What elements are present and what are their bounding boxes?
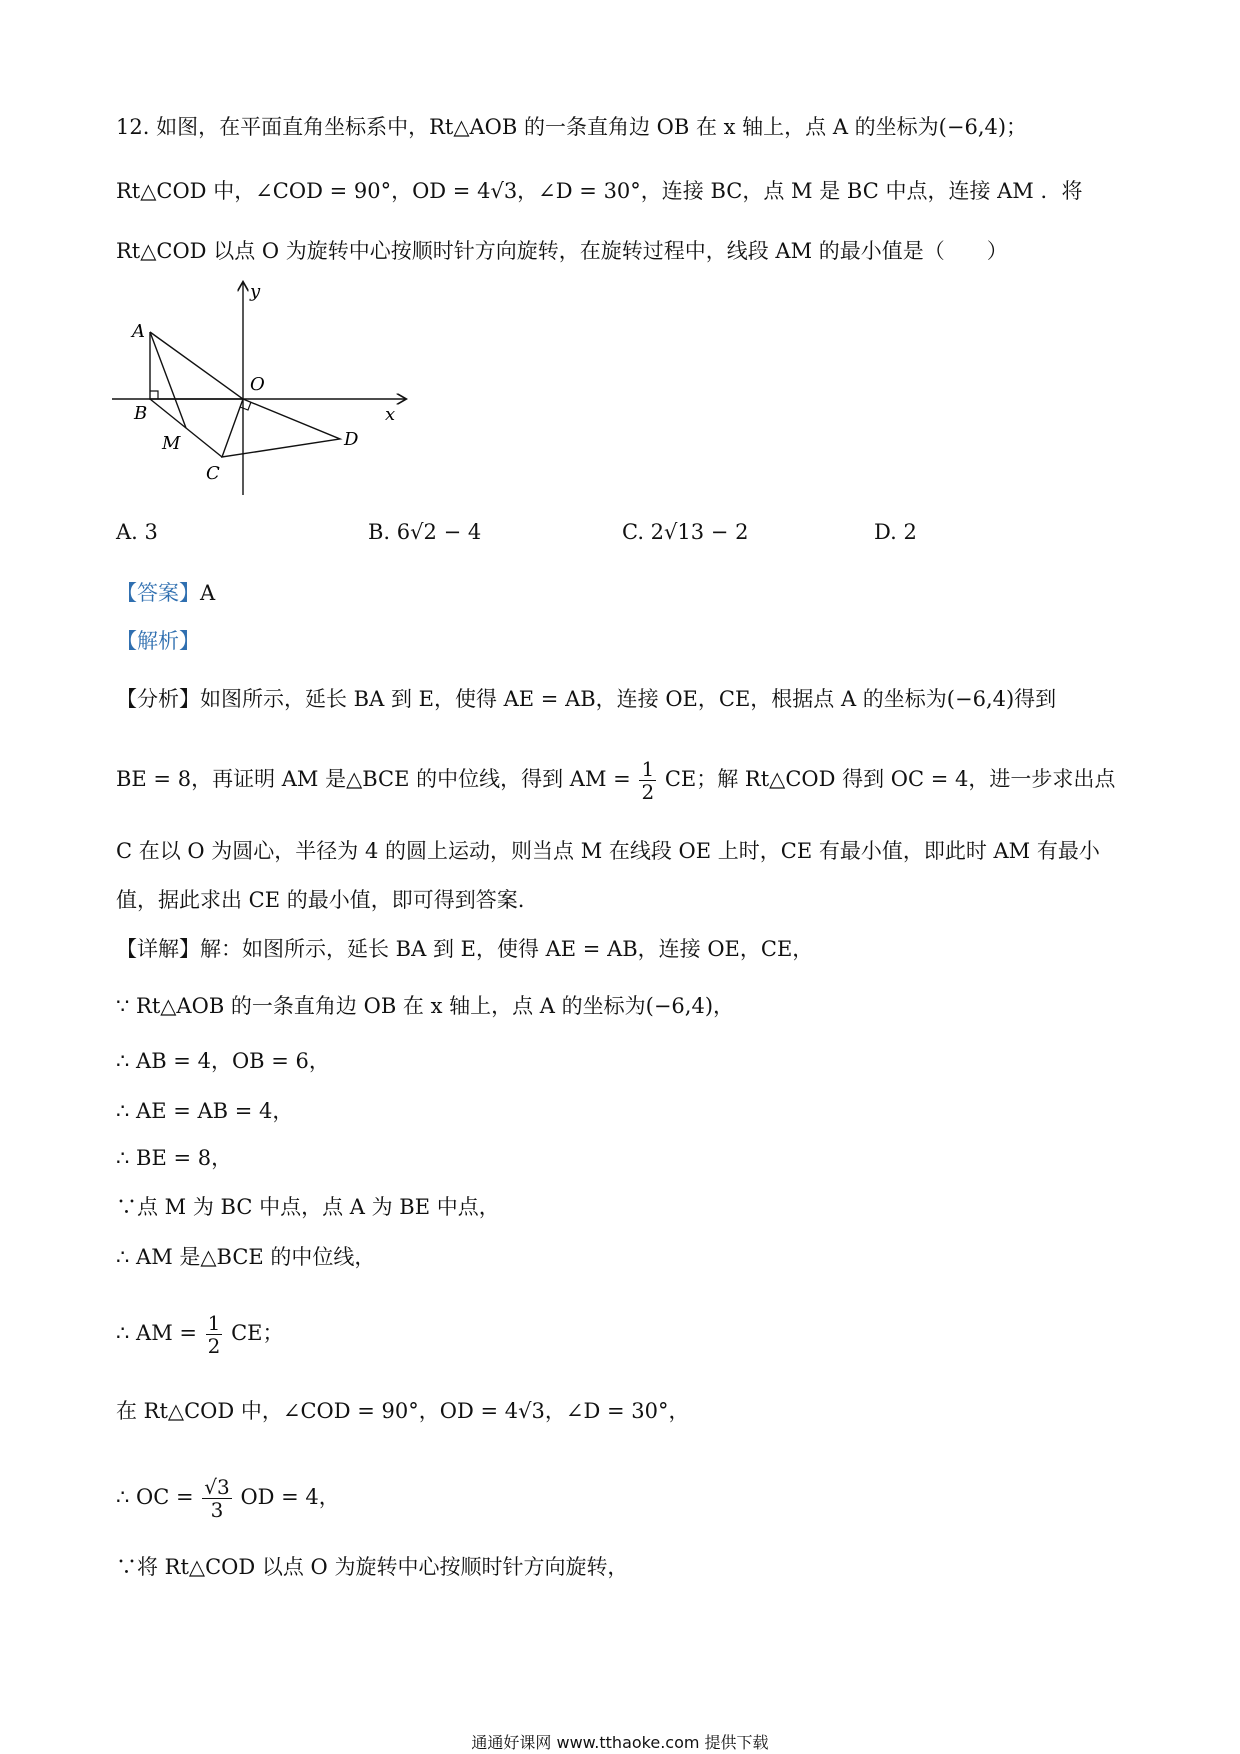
geometry-figure <box>100 275 420 505</box>
choice-a-letter: A. <box>116 520 145 544</box>
right-angle-b <box>150 391 158 399</box>
fenxi-fraction: $\frac{1}{2}$ <box>641 757 655 804</box>
label-b: B <box>134 403 148 424</box>
question-line-1: 12. 如图，在平面直角坐标系中，Rt△AOB 的一条直角边 OB 在 x 轴上，点 A 的坐标为(−6,4)； <box>116 115 1028 139</box>
answer-value: A <box>200 581 216 605</box>
triangle-cod <box>222 399 340 457</box>
xiangjie-line-11: ∵将 Rt△COD 以点 O 为旋转中心按顺时针方向旋转， <box>116 1555 629 1579</box>
xiangjie-text-1: 解：如图所示，延长 BA 到 E，使得 AE = AB，连接 OE，CE， <box>200 937 814 961</box>
label-a: A <box>132 321 145 342</box>
fenxi-text-1: 如图所示，延长 BA 到 E，使得 AE = AB，连接 OE，CE，根据点 A 的坐标为(−6,4)得到 <box>200 687 1057 711</box>
choice-b <box>368 520 481 544</box>
fenxi-tag: 【分析】 <box>116 687 200 711</box>
xiangjie-line-3: ∴ AB = 4，OB = 6， <box>116 1049 330 1073</box>
xiangjie-text-8a: ∴ AM = <box>116 1321 197 1345</box>
choice-a <box>116 520 158 544</box>
fenxi-line-3: C 在以 O 为圆心，半径为 4 的圆上运动，则当点 M 在线段 OE 上时，CE 有最小值，即此时 AM 有最小 <box>116 839 1100 863</box>
xiangjie-line-7: ∴ AM 是△BCE 的中位线， <box>116 1245 376 1269</box>
fenxi-line-2 <box>116 758 1115 803</box>
xiangjie-fraction-half: $\frac{1}{2}$ <box>207 1311 221 1358</box>
label-x: x <box>385 404 396 425</box>
choice-c-text: 2√13 − 2 <box>650 520 749 544</box>
choice-b-text: 6√2 − 4 <box>396 520 482 544</box>
xiangjie-line-6: ∵点 M 为 BC 中点，点 A 为 BE 中点， <box>116 1195 500 1219</box>
answer-line <box>116 578 215 608</box>
xiangjie-line-8 <box>116 1312 284 1357</box>
question-line-2: Rt△COD 中，∠COD = 90°，OD = 4√3，∠D = 30°，连接 BC，点 M 是 BC 中点，连接 AM ．将 <box>116 179 1083 203</box>
fenxi-text-2a: BE = 8，再证明 AM 是△BCE 的中位线，得到 AM = <box>116 767 631 791</box>
choice-d-text: 2 <box>903 520 917 544</box>
page-footer: 通通好课网 www.tthaoke.com 提供下载 <box>471 1733 769 1752</box>
xiangjie-tag: 【详解】 <box>116 937 200 961</box>
xiangjie-fraction-sqrt3: $\frac{√3}{3}$ <box>204 1475 230 1522</box>
label-m: M <box>162 433 181 454</box>
choice-c-letter: C. <box>622 520 651 544</box>
choice-c <box>622 520 748 544</box>
xiangjie-line-2: ∵ Rt△AOB 的一条直角边 OB 在 x 轴上，点 A 的坐标为(−6,4)， <box>116 994 735 1018</box>
xiangjie-line-9: 在 Rt△COD 中，∠COD = 90°，OD = 4√3，∠D = 30°， <box>116 1399 690 1423</box>
answer-tag: 【答案】 <box>116 581 200 605</box>
xiangjie-line-10 <box>116 1476 340 1521</box>
xiangjie-line-1 <box>116 934 813 964</box>
xiangjie-line-4: ∴ AE = AB = 4， <box>116 1099 294 1123</box>
label-d: D <box>344 429 359 450</box>
fenxi-line-4: 值，据此求出 CE 的最小值，即可得到答案. <box>116 888 525 912</box>
choice-d-letter: D. <box>874 520 904 544</box>
choice-d <box>874 520 917 544</box>
label-y: y <box>250 281 261 302</box>
xiangjie-text-8b: CE； <box>231 1321 284 1345</box>
label-c: C <box>206 463 220 484</box>
label-o: O <box>250 374 265 395</box>
triangle-aob <box>150 332 243 399</box>
choice-a-text: 3 <box>144 520 158 544</box>
fenxi-line-1 <box>116 684 1056 714</box>
fenxi-text-2b: CE；解 Rt△COD 得到 OC = 4，进一步求出点 <box>664 767 1116 791</box>
xiangjie-line-5: ∴ BE = 8， <box>116 1146 233 1170</box>
analysis-heading <box>116 626 200 656</box>
xiangjie-text-10b: OD = 4， <box>240 1485 340 1509</box>
analysis-tag: 【解析】 <box>116 629 200 653</box>
xiangjie-text-10a: ∴ OC = <box>116 1485 194 1509</box>
choice-b-letter: B. <box>368 520 397 544</box>
question-line-3: Rt△COD 以点 O 为旋转中心按顺时针方向旋转，在旋转过程中，线段 AM 的最小值是（ ） <box>116 239 1008 263</box>
